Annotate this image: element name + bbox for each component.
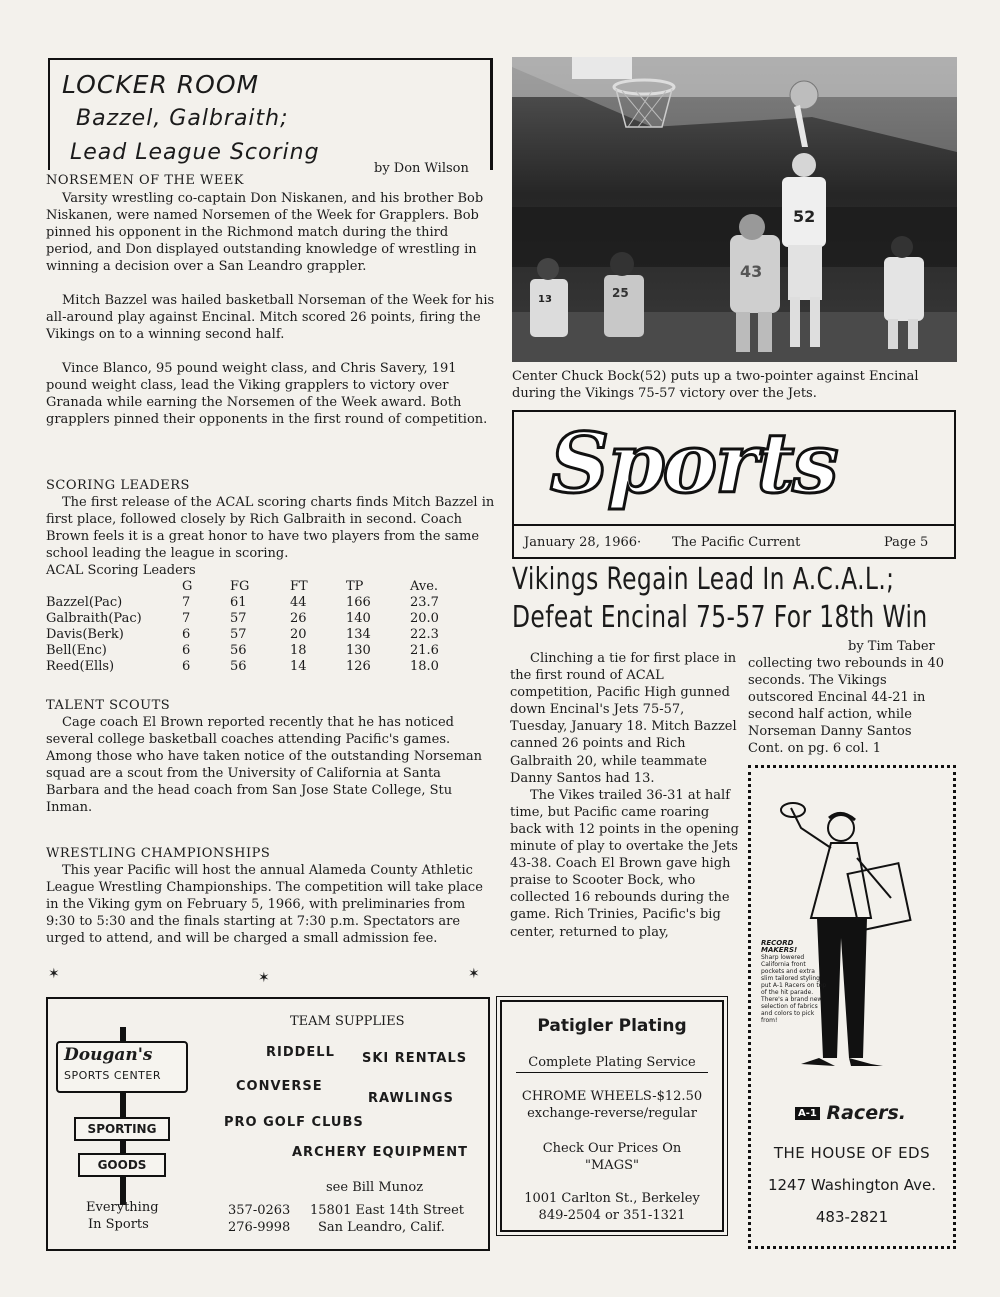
vikings-headline-1: Vikings Regain Lead In A.C.A.L.; — [512, 562, 895, 597]
row-name: Bell(Enc) — [46, 643, 107, 658]
page-number: Page 5 — [884, 535, 929, 550]
brand-pro-golf-clubs: PRO GOLF CLUBS — [224, 1115, 364, 1130]
row-ft: 20 — [290, 627, 307, 642]
vikings-column-1 — [510, 650, 742, 941]
row-g: 7 — [182, 595, 191, 610]
row-name: Galbraith(Pac) — [46, 611, 142, 626]
row-g: 6 — [182, 659, 191, 674]
plating-service: Complete Plating Service — [528, 1055, 696, 1070]
locker-room-subtitle-2: Lead League Scoring — [70, 140, 320, 165]
col-fg: FG — [230, 579, 250, 594]
dougans-logo: Dougan's — [64, 1045, 153, 1065]
locker-room-byline: by Don Wilson — [374, 161, 469, 176]
table-row — [46, 611, 439, 627]
row-ave: 18.0 — [410, 659, 439, 674]
norsemen-paragraph-1: Varsity wrestling co-captain Don Niskanen, and his brother Bob Niskanen, were named Norsemen of the Week for Grapplers. Bob pinned his opponent in the Richmond match during the third period, and Don displayed outstanding knowledge of wrestling in winning a decision over a San Leandro grappler. — [46, 191, 484, 274]
row-g: 7 — [182, 611, 191, 626]
brand-converse: CONVERSE — [236, 1079, 323, 1094]
row-fg: 61 — [230, 595, 247, 610]
row-name: Reed(Ells) — [46, 659, 115, 674]
row-ave: 21.6 — [410, 643, 439, 658]
dougans-contact: see Bill Munoz — [326, 1180, 424, 1195]
scoring-table-header — [46, 579, 439, 595]
sign-sporting: SPORTING — [74, 1117, 170, 1141]
plating-name: Patigler Plating — [537, 1016, 687, 1036]
plating-address: 1001 Carlton St., Berkeley — [524, 1191, 700, 1206]
brand-archery-equipment: ARCHERY EQUIPMENT — [292, 1145, 469, 1160]
row-ave: 22.3 — [410, 627, 439, 642]
row-ft: 44 — [290, 595, 307, 610]
norsemen-heading: NORSEMEN OF THE WEEK — [46, 173, 245, 188]
row-g: 6 — [182, 627, 191, 642]
row-ave: 20.0 — [410, 611, 439, 626]
col-ave: Ave. — [410, 579, 439, 594]
jersey-number-52: 52 — [793, 207, 816, 226]
scoring-article — [46, 494, 498, 675]
wrestling-heading: WRESTLING CHAMPIONSHIPS — [46, 846, 271, 861]
team-supplies-header: TEAM SUPPLIES — [290, 1014, 405, 1029]
dougans-tagline-1: Everything — [86, 1200, 159, 1215]
vikings-headline-2: Defeat Encinal 75-57 For 18th Win — [512, 600, 928, 635]
scoring-paragraph: The first release of the ACAL scoring charts finds Mitch Bazzel in first place, followed closely by Rich Galbraith in second. Coach Brown feels it is a great honor to have two players from the same school leading the league in scoring. — [46, 495, 495, 561]
sign-goods: GOODS — [78, 1153, 166, 1177]
scoring-table — [46, 579, 439, 675]
row-name: Davis(Berk) — [46, 627, 124, 642]
dougans-address-1: 15801 East 14th Street — [310, 1203, 464, 1218]
photo-caption: Center Chuck Bock(52) puts up a two-pointer against Encinal during the Vikings 75-57 victory over the Jets. — [512, 369, 919, 401]
row-fg: 57 — [230, 627, 247, 642]
star-icon: ✶ — [468, 966, 480, 982]
talent-heading: TALENT SCOUTS — [46, 698, 171, 713]
norsemen-paragraph-2: Mitch Bazzel was hailed basketball Norseman of the Week for his all-around play against Encinal. Mitch scored 26 points, firing the Vikings on to a winning second half. — [46, 293, 495, 342]
sports-masthead — [512, 410, 956, 559]
vikings-column-2 — [748, 655, 954, 758]
row-tp: 126 — [346, 659, 371, 674]
plating-chrome-wheels: CHROME WHEELS-$12.50 — [521, 1089, 703, 1104]
table-row — [46, 627, 439, 643]
brand-rawlings: RAWLINGS — [368, 1091, 454, 1106]
basketball-scene — [512, 57, 957, 362]
vikings-continuation: Cont. on pg. 6 col. 1 — [748, 741, 882, 757]
vikings-paragraph-3: collecting two rebounds in 40 seconds. The Vikings outscored Encinal 44-21 in second half action, while Norseman Danny Santos — [748, 656, 945, 740]
row-ft: 26 — [290, 611, 307, 626]
row-name: Bazzel(Pac) — [46, 595, 123, 610]
plating-mags: "MAGS" — [585, 1158, 639, 1173]
plating-phone: 849-2504 or 351-1321 — [538, 1208, 686, 1223]
masthead-rule — [514, 524, 954, 526]
brand-ski-rentals: SKI RENTALS — [362, 1051, 468, 1066]
dougans-phone-1: 357-0263 — [228, 1203, 291, 1218]
eds-ad — [748, 765, 956, 1249]
dougans-phone-2: 276-9998 — [228, 1220, 291, 1235]
row-fg: 57 — [230, 611, 247, 626]
row-tp: 140 — [346, 611, 371, 626]
row-ave: 23.7 — [410, 595, 439, 610]
racers-brand-name: Racers. — [826, 1102, 906, 1124]
table-row — [46, 643, 439, 659]
table-row — [46, 659, 439, 675]
row-fg: 56 — [230, 659, 247, 674]
star-icon: ✶ — [258, 970, 270, 986]
norsemen-paragraph-3: Vince Blanco, 95 pound weight class, and Chris Savery, 191 pound weight class, lead the Viking grapplers to victory over Granada while earning the Norsemen of the Week award. Both grapplers pinned their opponents in the first round of competition. — [46, 361, 488, 427]
jersey-number-43: 43 — [740, 262, 763, 281]
row-g: 6 — [182, 643, 191, 658]
plating-rule — [516, 1072, 708, 1073]
scoring-heading: SCORING LEADERS — [46, 478, 190, 493]
locker-room-subtitle-1: Bazzel, Galbraith; — [76, 106, 289, 131]
norsemen-article — [46, 190, 498, 428]
record-makers-blurb — [761, 940, 827, 1024]
row-fg: 56 — [230, 643, 247, 658]
wrestling-paragraph: This year Pacific will host the annual Alameda County Athletic League Wrestling Championships. The competition will take place in the Viking gym on February 5, 1966, with preliminaries from 9:30 to 5:30 and the finals starting at 7:30 p.m. Spectators are urged to attend, and will be charged a small admission fee. — [46, 863, 483, 946]
table-row — [46, 595, 439, 611]
star-icon: ✶ — [48, 966, 60, 982]
wrestling-article — [46, 862, 498, 947]
basketball-photo — [512, 57, 957, 362]
locker-room-title-box — [48, 58, 493, 170]
vikings-byline: by Tim Taber — [848, 639, 935, 654]
racers-brand — [795, 1102, 906, 1124]
brand-riddell: RIDDELL — [266, 1045, 335, 1060]
paper-name: The Pacific Current — [672, 535, 801, 550]
locker-room-title: LOCKER ROOM — [62, 70, 260, 99]
record-makers-text: Sharp lowered California front pockets and extra slim tailored styling put A-1 Racers on top of the hit parade. There's a brand new selection of fabrics and colors to pick from! — [761, 954, 827, 1024]
row-ft: 14 — [290, 659, 307, 674]
vikings-paragraph-2: The Vikes trailed 36-31 at half time, but Pacific came roaring back with 12 points in the opening minute of play to overtake the Jets 43-38. Coach El Brown gave high praise to Scooter Bock, who collected 16 rebounds during the game. Rich Trinies, Pacific's big center, returned to play, — [510, 787, 739, 940]
row-tp: 166 — [346, 595, 371, 610]
vikings-paragraph-1: Clinching a tie for first place in the first round of ACAL competition, Pacific High gunned down Encinal's Jets 75-57, Tuesday, January 18. Mitch Bazzel canned 26 points and Rich Galbraith 20, while teammate Danny Santos had 13. — [510, 651, 737, 786]
plating-exchange: exchange-reverse/regular — [527, 1106, 697, 1121]
dougans-tagline-2: In Sports — [88, 1217, 149, 1232]
sports-logo: Sports — [550, 416, 837, 512]
dougans-ad — [46, 997, 490, 1251]
talent-paragraph: Cage coach El Brown reported recently that he has noticed several college basketball coaches attending Pacific's games. Among those who have taken notice of the outstanding Norseman squad are a scout from the University of California at Santa Barbara and the head coach from San Jose State College, Stu Inman. — [46, 715, 482, 815]
row-tp: 134 — [346, 627, 371, 642]
eds-address: 1247 Washington Ave. — [767, 1176, 937, 1194]
man-illustration — [771, 788, 931, 1088]
dougans-sports-center: SPORTS CENTER — [64, 1069, 161, 1082]
col-ft: FT — [290, 579, 308, 594]
sign-board-top — [56, 1041, 188, 1093]
row-tp: 130 — [346, 643, 371, 658]
jersey-number-13: 13 — [538, 294, 552, 305]
a1-logo: A-1 — [795, 1107, 820, 1120]
eds-store-name: THE HOUSE OF EDS — [773, 1144, 931, 1162]
row-ft: 18 — [290, 643, 307, 658]
dougans-address-2: San Leandro, Calif. — [318, 1220, 445, 1235]
col-g: G — [182, 579, 193, 594]
col-tp: TP — [346, 579, 364, 594]
jersey-number-25: 25 — [612, 286, 629, 300]
issue-date: January 28, 1966· — [524, 535, 642, 550]
scoring-table-title: ACAL Scoring Leaders — [46, 563, 196, 578]
talent-article — [46, 714, 498, 816]
plating-check-prices: Check Our Prices On — [542, 1141, 682, 1156]
eds-phone: 483-2821 — [815, 1208, 889, 1226]
plating-ad — [500, 1000, 724, 1232]
record-makers-title: RECORD MAKERS! — [761, 939, 798, 954]
